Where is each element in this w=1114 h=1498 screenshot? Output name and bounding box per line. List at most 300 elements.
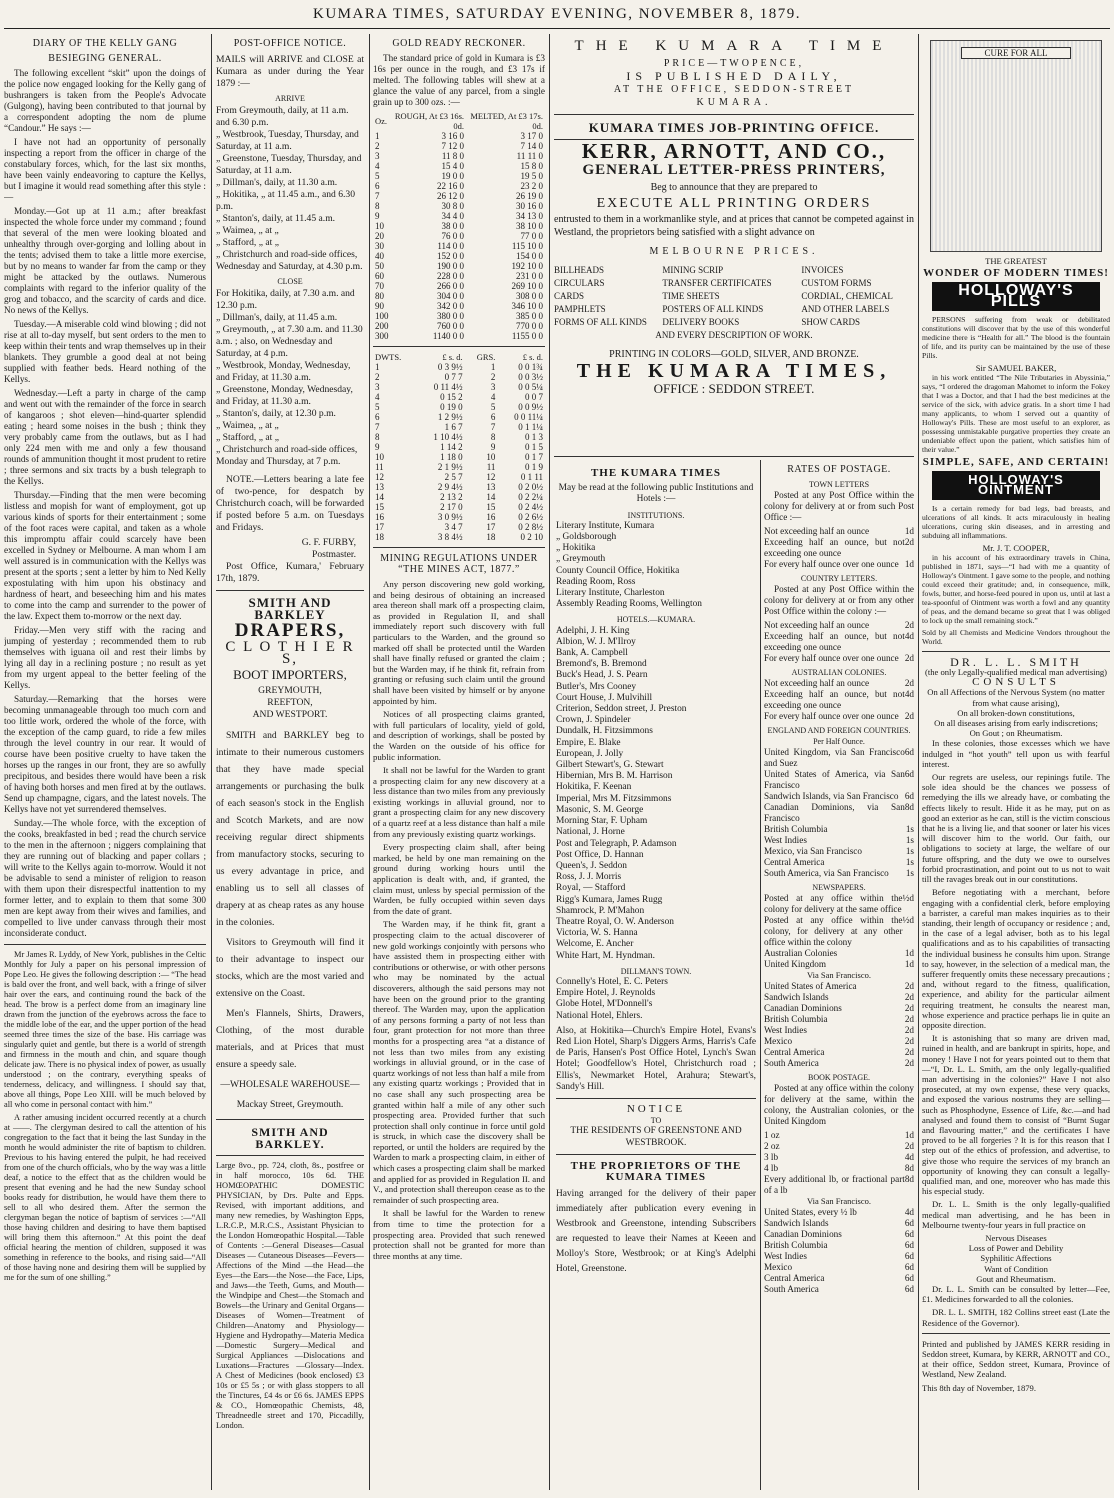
rate-row: [764, 981, 914, 992]
dwt-row: [373, 492, 545, 502]
issue-date: This 8th day of November, 1879.: [922, 1382, 1036, 1393]
institution: Literary Institute, Kumara: [556, 520, 655, 531]
hotel: Post Office, D. Hannan: [556, 849, 644, 860]
rate-label: Posted at any office within the colony, for delivery at any other office within the colony: [764, 915, 903, 947]
dwt-row: [373, 362, 545, 372]
rate-label: British Columbia: [764, 1014, 828, 1024]
gold-dwt-table: DWTS. £ s. d. GRS. £ s. d. 1 0 3 9½ 1 0 0 1¾ 2 0 7 7 2 0 0 3½ 3 0 11 4½ 3 0 0 5¼ 4 0 15 2 4 0 0 7 5 0 19 0 5 0 0 9½ 6 1 2 9½ 6 0 0 11¼ 7 1 6 7 7 0 1 1¼ 8 1 10 4½ 8 0 1 3 9 1 14 2 9 0 1 5 10 1 18 0 10 0 1 7 11 2 1 9½ 11 0 1 9 12 2 5 7 12 0 1 11 13 2 9 4½ 13 0 2 0½ 14 2 13 2 14 0 2 2¼ 15 2 17 0 15 0 2 4½ 16 3 0 9½ 16 0 2 6½ 17 3 4 7 17 0 2 8½ 18 3 8 4½ 18 0 2 10: [375, 352, 543, 542]
print-items-b: [662, 264, 795, 329]
rate-price: 1s: [905, 868, 914, 878]
dwt-cell: 2 5 7: [444, 472, 463, 482]
dwt-cell: 10: [375, 452, 384, 462]
paragraph: Visitors to Greymouth will find it to their advantage to inspect our stocks, which are the most varied and extensive on the Coast.: [216, 937, 364, 999]
institution: „ Hokitika: [556, 543, 596, 554]
dwt-cell: 3 0 9½: [437, 512, 463, 522]
column-rule: [918, 34, 919, 1490]
dwt-cell: 0 3 9½: [437, 362, 463, 372]
oz-cell: 190 0 0: [437, 261, 465, 271]
dwt-cell: 0 1 1¼: [518, 422, 543, 432]
oz-cell: 115 10 0: [511, 241, 543, 251]
paragraph: Saturday.—Remarking that the horses were becoming unmanageable through too much corn and too little work, ordered the whole of the force, with the exception of the camp guard, to ride a few miles through the level country in our rear. It would of course have been positive cruelty to have taken the horses up the ranges in our front, they are so awfully precipitous, and besides there would have been a risk of having both horses and men fired at by the outlaws. Send up champagne, cigars, and the latest novels. The Kellys have not yet surrendered themselves.: [4, 694, 206, 814]
hotel: Imperial, Mrs M. Fitzsimmons: [556, 793, 672, 804]
hotel: Masonic, S. M. George: [556, 804, 644, 815]
rate-row: [764, 1047, 914, 1058]
oz-cell: 114 0 0: [437, 241, 465, 251]
oz-cell: 304 0 0: [437, 291, 465, 301]
mail-close-item: „ Waimea, „ at „: [216, 420, 279, 431]
divider: [556, 1098, 756, 1099]
dwt-cell: 0 1 9: [525, 462, 543, 472]
column-reading-places: [556, 462, 756, 1492]
rate-label: For every half ounce over one ounce: [764, 559, 899, 569]
masthead: KUMARA TIMES, SATURDAY EVENING, NOVEMBER 8, 1879.: [313, 6, 801, 22]
notice-to: TO: [650, 1116, 662, 1126]
dwt-cell: 1 18 0: [440, 452, 463, 462]
dwt-row: [373, 422, 545, 432]
book-intro: Posted at any office within the colony for delivery at the same, within the colony, the Australian colonies, or the United Kingdom: [764, 1083, 914, 1126]
dwt-cell: 0 0 3½: [518, 372, 543, 382]
oz-cell: 5: [375, 171, 380, 181]
arrive-list: [216, 105, 364, 273]
hotel: White Hart, M. Hyndman.: [556, 950, 655, 961]
mail-arrive-item: „ Greenstone, Tuesday, Thursday, and Saturday, at 11 a.m.: [216, 153, 362, 176]
hotel: Rigg's Kumara, James Rugg: [556, 894, 663, 905]
rate-price: 2d: [904, 620, 914, 630]
smith-barkley-name: SMITH AND BARKLEY: [248, 595, 332, 622]
dwt-cell: 0 11 4½: [433, 382, 463, 392]
rate-row: [764, 824, 914, 835]
rate-row: [764, 1284, 914, 1295]
oz-cell: 19 0 0: [441, 171, 465, 181]
rate-row: [764, 1058, 914, 1069]
branch-place: AND WESTPORT.: [252, 709, 328, 720]
rate-price: 2d: [904, 1036, 914, 1046]
rate-label: Central America: [764, 1047, 825, 1057]
rate-label: Not exceeding half an ounce: [764, 620, 870, 630]
cooper-text: in his account of his extraordinary travels in China, published in 1871, says—“I had with me a quantity of Holloway's Ointment. I gave some to the people, and nothing could exceed their gratitude; and, in consequence, milk, fowls, butter, and horse-feed poured in upon us, until at last a tea-spoonful of Ointment was worth a fowl and any quantity of peas, and the demand became so great that I was obliged to lock up the small remaining stock.”: [922, 552, 1110, 625]
dillmans-heading: DILLMAN'S TOWN.: [620, 966, 692, 976]
paragraph: Sunday.—The whole force, with the exception of the cooks, breakfasted in bed ; read the church service to the men in the afternoon ; niggers complaining that they are running out of blacking and paper collars ; will write to the Kellys again to-morrow. Would it not be advisable to send a minister of religion to reason with them upon their disrespectful inattention to my former letter, and to explain to them that some 300 men are kept away from their wives and families, and compelled to live under canvass through their most inconsiderate conduct.: [4, 818, 206, 938]
dwt-cell: 12: [375, 472, 384, 482]
dwt-cell: 1: [375, 362, 380, 372]
rate-label: Mexico, via San Francisco: [764, 846, 862, 856]
kumara-line: KUMARA.: [696, 97, 772, 108]
rate-row: [764, 791, 914, 802]
print-item: MINING SCRIP: [662, 265, 724, 275]
mail-close-item: „ Stanton's, daily, at 12.30 p.m.: [216, 408, 336, 419]
rate-label: United States of America, via San Francisco: [764, 769, 905, 790]
rate-label: Exceeding half an ounce, but not exceeding one ounce: [764, 631, 905, 652]
rate-price: 2d: [904, 1058, 914, 1068]
hotel: Bank, A. Campbell: [556, 648, 628, 659]
oz-cell: 7 12 0: [441, 141, 465, 151]
dwt-cell: 14: [486, 492, 496, 502]
oz-cell: 1: [375, 131, 380, 141]
book-rates: [764, 1130, 914, 1174]
divider: [922, 651, 1110, 652]
oz-cell: 154 0 0: [516, 251, 543, 261]
divider: [216, 1155, 364, 1156]
rate-label: Sandwich Islands: [764, 1218, 829, 1228]
divider: [556, 1154, 756, 1155]
rate-label: United States of America: [764, 981, 857, 991]
oz-cell: 9: [375, 211, 380, 221]
rough-heading: ROUGH, At £3 16s. 0d.: [394, 111, 465, 131]
rate-price: 4d: [904, 1152, 914, 1162]
dwt-cell: 2 9 4½: [437, 482, 463, 492]
mail-arrive-item: „ Hokitika, „ at 11.45 a.m., and 6.30 p.m.: [216, 189, 355, 212]
paragraph: Thursday.—Finding that the men were becoming listless and mopish for want of employment, got up various kinds of sports for their entertainment ; some of the foot races were capital, and taken as a whole this impromptu affair could scarcely have been excelled in Sydney or Melbourne. A man whom I am well assured is in communication with the Kellys was present at the sports ; sent a letter by him to Ned Kelly expostulating with him upon his obstinacy and hardness of heart, and beseeching him and his mates to come into the camp and surrender to the power of the law. Expect them to-morrow or the next day.: [4, 490, 206, 621]
wholesale-street: Mackay Street, Greymouth.: [236, 1099, 344, 1110]
pills-text: PERSONS suffering from weak or debilitated constitutions will discover that by the use of this wonderful medicine there is “Health for all.” The blood is the fountain of life, and its purity can be maintained by the use of these Pills.: [922, 314, 1110, 360]
paragraph: Friday.—Men very stiff with the racing and jumping of yesterday ; recommended them to rub themselves with iguana oil and rest their limbs by lying all day in a reclining posture ; no result as yet from my urgent appeal to the better feeling of the Kellys.: [4, 625, 206, 690]
rate-label: United Kingdom, via San Francisco and Suez: [764, 747, 905, 768]
mining-title: MINING REGULATIONS UNDER “THE MINES ACT, 1877.”: [380, 553, 538, 575]
paragraph: It is astonishing that so many are driven mad, ruined in health, and are bankrupt in spirits, hope, and money ! Have I not for years pointed out to them that—“I, Dr. L. L. Smith, am the only legally-qualified man advertising in the colonies?” Have I not also prosecuted, at my own expense, these very quacks, and exposed the various nostrums they are selling—such as Phosphodyne, Essence of Life, &c.—and had analysed and found them to consist of “Burnt Sugar and flavouring matter,” and the certificates I have proved to be all forgeries ? It is for this reason that I step out of the ethics of profession, and advertise, to give those who require the services of my branch an opportunity of knowing they can consult a legally-qualified man, and one, moreover who has made this his especial study.: [922, 1033, 1110, 1197]
paragraph: Every prospecting claim shall, after being marked, be held by one man remaining on the ground during working hours until the application is dealt with, and, if granted, the claim must, unless by special permission of the Warden, be fully occupied within seven days from the date of grant.: [373, 842, 545, 916]
rate-price: 4d: [904, 689, 914, 699]
rate-label: For every half ounce over one ounce: [764, 653, 899, 663]
oz-cell: 192 10 0: [511, 261, 543, 271]
paragraph: It shall not be lawful for the Warden to grant a prospecting claim for any new discovery at a less distance than two miles from any previously existing workings in alluvial ground, nor to grant a prospecting claim for any new discovery of a quartz reef at a less distance than half a mile from any previously existing quartz workings.: [373, 765, 545, 839]
dwt-cell: 0 2 10: [520, 532, 543, 542]
oz-cell: 228 0 0: [437, 271, 465, 281]
rate-row: [764, 1251, 914, 1262]
holloway-pills-banner: HOLLOWAY'S PILLS: [932, 282, 1100, 310]
dwt-cell: 0 1 3: [525, 432, 543, 442]
dillmans-list: [556, 977, 756, 1022]
rate-price: 8d: [904, 1163, 914, 1173]
print-item: DELIVERY BOOKS: [662, 317, 740, 327]
dwt-cell: 5: [375, 402, 380, 412]
dwt-row: [373, 452, 545, 462]
hotel: Bremond's, B. Bremond: [556, 659, 647, 670]
print-items-c: [801, 264, 914, 329]
post-office-date: Post Office, Kumara,' February 17th, 1879.: [216, 561, 364, 584]
rate-label: Posted at any office within the colony for delivery at the same office: [764, 893, 903, 914]
oz-cell: 266 0 0: [437, 281, 465, 291]
print-item: CORDIAL, CHEMICAL: [801, 291, 893, 301]
rate-price: 1d: [904, 526, 914, 536]
institution: „ Goldsborough: [556, 532, 617, 543]
via-sf2-heading: Via San Francisco.: [807, 1196, 871, 1206]
every-description: AND EVERY DESCRIPTION OF WORK.: [655, 330, 813, 340]
dwt-cell: 18: [486, 532, 496, 542]
oz-cell: 300: [375, 331, 389, 341]
rate-price: 1s: [905, 835, 914, 845]
rate-price: 1s: [905, 857, 914, 867]
kumara-times-name: THE KUMARA TIMES,: [576, 360, 892, 382]
entrusted-text: entrusted to them in a workmanlike style, and at prices that cannot be competed against in Westland, the proprietors being satisfied with a slight advance on: [554, 214, 914, 238]
dwt-row: [373, 412, 545, 422]
rate-row: [764, 769, 914, 791]
dwt-cell: 7: [375, 422, 380, 432]
office-line: AT THE OFFICE, SEDDON-STREET: [613, 84, 855, 95]
dwt-row: [373, 442, 545, 452]
dwt-cell: 0 2 0½: [518, 482, 543, 492]
smith-barkley-clothiers: C L O T H I E R S,: [225, 639, 355, 667]
oz-row: [373, 131, 545, 141]
dwt-row: [373, 372, 545, 382]
oz-cell: 26 12 0: [437, 191, 465, 201]
oz-cell: 1155 0 0: [511, 331, 543, 341]
oz-row: [373, 181, 545, 191]
rate-row: [764, 893, 914, 915]
rate-row: [764, 1273, 914, 1284]
rate-price: 8d: [904, 802, 914, 812]
post-office-note: NOTE.—Letters bearing a late fee of two-pence, for despatch by Christchurch coach, will be forwarded if posted before 5 a.m. on Tuesdays and Fridays.: [216, 474, 364, 533]
dwt-cell: 16: [375, 512, 384, 522]
institution: Assembly Reading Rooms, Wellington: [556, 599, 702, 610]
dr-specialty: Want of Condition: [984, 1263, 1048, 1274]
melbourne-prices: MELBOURNE PRICES.: [649, 246, 819, 257]
dwt-cell: 0 2 8½: [518, 522, 543, 532]
dwt-cell: 6: [490, 412, 496, 422]
england-rates: [764, 747, 914, 879]
oz-cell: 60: [375, 271, 384, 281]
country-heading: COUNTRY LETTERS.: [800, 574, 878, 583]
mining-body: [373, 579, 545, 1261]
dwt-cell: 17: [486, 522, 496, 532]
england-heading: ENGLAND AND FOREIGN COUNTRIES. Per Half Ounce.: [767, 726, 911, 746]
rate-row: [764, 846, 914, 857]
oz-row: [373, 151, 545, 161]
branch-place: REEFTON,: [267, 697, 313, 708]
institutions-heading: INSTITUTIONS.: [627, 510, 685, 520]
postmaster-title: Postmaster.: [312, 549, 356, 560]
baker-text: in his work entitled “The Nile Tributaries in Abyssinia,” says, “I ordered the dragoman Mahomet to inform the Fokey that I was a Doctor, and that I had the best medicines at the service of the sick, with advice gratis. In a short time I had many applicants, to whom I served out a quantity of Holloway's Pills. These are most useful to an explorer, as possessing unmistakable purgative properties they create an undeniable effect upon the patient, which satisfies him of their value.”: [922, 373, 1110, 455]
print-items-a: [554, 264, 656, 329]
oz-row: [373, 321, 545, 331]
divider: [554, 456, 914, 457]
oz-cell: 3 17 0: [520, 131, 543, 141]
rate-price: 6d: [904, 791, 914, 801]
dwt-cell: 15: [486, 502, 496, 512]
mail-close-item: „ Stafford, „ at „: [216, 432, 279, 443]
dwt-cell: 1: [490, 362, 496, 372]
dr-fee: Dr. L. L. Smith can be consulted by letter—Fee, £1. Medicines forwarded to all the colonies.: [922, 1284, 1110, 1305]
rate-label: Sandwich Islands: [764, 992, 829, 1002]
rate-label: Canadian Dominions, via San Francisco: [764, 802, 905, 823]
dwt-cell: 7: [490, 422, 496, 432]
print-item: AND OTHER LABELS: [801, 304, 890, 314]
column-rule: [760, 460, 761, 1490]
dwt-cell: 16: [486, 512, 496, 522]
rate-price: 6d: [904, 1262, 914, 1272]
dr-specialty: Syphilitic Affections: [980, 1253, 1052, 1264]
oz-cell: 3: [375, 151, 380, 161]
dwt-cell: 1 6 7: [444, 422, 463, 432]
rate-row: [764, 1262, 914, 1273]
dwt-row: [373, 462, 545, 472]
oz-cell: 200: [375, 321, 389, 331]
printed-by: Printed and published by JAMES KERR residing in Seddon street, Kumara, by KERR, ARNOTT and CO., at their office, Seddon street, Kumara, Province of Westland, New Zealand.: [922, 1338, 1110, 1380]
oz-row: [373, 231, 545, 241]
oz-row: [373, 141, 545, 151]
dwt-row: [373, 532, 545, 542]
print-item: POSTERS OF ALL KINDS: [662, 304, 764, 314]
rate-row: [764, 689, 914, 711]
rate-label: Australian Colonies: [764, 948, 838, 958]
dwt-cell: 0 0 11¼: [514, 412, 543, 422]
institution: Reading Room, Ross: [556, 576, 636, 587]
dwt-row: [373, 402, 545, 412]
oz-cell: 15 4 0: [441, 161, 465, 171]
oz-cell: 40: [375, 251, 384, 261]
rate-row: [764, 1025, 914, 1036]
dwt-cell: 2: [490, 372, 496, 382]
rate-price: 2d: [904, 711, 914, 721]
rate-row: [764, 1152, 914, 1163]
book-extra-label: Every additional lb, or fractional part of a lb: [764, 1174, 905, 1195]
dr-address: DR. L. L. SMITH, 182 Collins street east (Late the Residence of the Governor).: [922, 1307, 1110, 1328]
oz-cell: 30 8 0: [441, 201, 465, 211]
rate-price: 6d: [904, 1273, 914, 1283]
oz-cell: 34 13 0: [516, 211, 543, 221]
rate-row: [764, 959, 914, 970]
dwt-cell: 0 0 9½: [518, 402, 543, 412]
divider: [373, 547, 545, 548]
post-office-intro: MAILS will ARRIVE and CLOSE at Kumara as under during the Year 1879 :—: [216, 54, 364, 89]
print-item: TIME SHEETS: [662, 291, 720, 301]
mail-arrive-item: „ Christchurch and road-side offices, Wednesday and Saturday, at 4.30 p.m.: [216, 249, 363, 272]
mail-close-item: „ Greymouth, „ at 7.30 a.m. and 11.30 a.m. ; also, on Wednesday and Saturday, at 4 p.m.: [216, 324, 363, 359]
paragraph: I have not had an opportunity of personally inspecting a report from the officer in charge of the constabulary forces, which, for the last six months, have been vainly endeavoring to capture the Kellys, but I imagine it would read something after this style :—: [4, 137, 206, 202]
postmaster-name: G. F. FURBY,: [301, 537, 356, 548]
dwt-cell: 3: [375, 382, 380, 392]
dwt-cell: 8: [490, 432, 496, 442]
mail-arrive-item: „ Stafford, „ at „: [216, 237, 279, 248]
holloway-engraving: [930, 40, 1102, 252]
oz-cell: 23 2 0: [520, 181, 543, 191]
rate-row: [764, 620, 914, 631]
proprietors-heading: THE PROPRIETORS OF THE KUMARA TIMES: [570, 1159, 742, 1183]
rate-label: Exceeding half an ounce, but not exceeding one ounce: [764, 689, 905, 710]
column-rule: [549, 34, 550, 1490]
hotel: Buck's Head, J. S. Pearn: [556, 670, 648, 681]
print-item: INVOICES: [801, 265, 844, 275]
oz-row: [373, 241, 545, 251]
dwt-cell: 10: [486, 452, 496, 462]
hotel: Ross, J. J. Morris: [556, 872, 622, 883]
oz-row: [373, 271, 545, 281]
rate-row: [764, 747, 914, 769]
print-item: FORMS OF ALL KINDS: [554, 317, 647, 327]
rate-label: United Kingdom: [764, 959, 827, 969]
rate-price: 2d: [904, 981, 914, 991]
rate-label: South America, via San Francisco: [764, 868, 889, 878]
hotel: Welcome, E. Ancher: [556, 939, 634, 950]
rate-row: [764, 868, 914, 879]
column-rule: [369, 34, 370, 1490]
postage-title: RATES OF POSTAGE.: [787, 464, 891, 475]
hotel: Dundalk, H. Fitzsimmons: [556, 726, 653, 737]
rate-row: [764, 1003, 914, 1014]
rate-row: [764, 835, 914, 846]
rate-row: [764, 1163, 914, 1174]
print-item: CIRCULARS: [554, 278, 605, 288]
paragraph: Tuesday.—A miserable cold wind blowing ; did not rise at all to-day myself, but sent orders to the men to keep within their tents and wrap themselves up in their blankets. They grumble a good deal at not being supplied with feather beds. Heard nothing of the Kellys.: [4, 319, 206, 384]
dwt-cell: 3 8 4½: [437, 532, 463, 542]
paragraph: Before negotiating with a merchant, before engaging with a confidential clerk, before employing a barrister, a careful man makes inquiries as to their standing, their length of occupancy or residence ; and, in the case of a legal adviser, both as to his legal qualifications and as to his capabilities of transacting the individual business he consults him upon. Strange to say, however, in the selection of a medical man, the sufferer frequently omits these necessary precautions ; and, without regard to the fitness, qualification, experience, and ability for the particular ailment requiring treatment, he consults the nearest man, whose experience and practice perhaps lie in quite an opposite direction.: [922, 887, 1110, 1030]
oz-row: [373, 191, 545, 201]
rate-label: Not exceeding half an ounce: [764, 526, 870, 536]
hotel: Shamrock, P. M'Mahon: [556, 905, 645, 916]
rate-label: Mexico: [764, 1036, 793, 1046]
rate-label: 1 oz: [764, 1130, 780, 1140]
hotel: Connelly's Hotel, E. C. Peters: [556, 976, 668, 987]
hotel: Butler's, Mrs Cooney: [556, 681, 637, 692]
oz-cell: 1140 0 0: [432, 331, 465, 341]
rate-label: Canadian Dominions: [764, 1229, 842, 1239]
rate-row: [764, 711, 914, 722]
hotels-heading: HOTELS.—KUMARA.: [616, 615, 696, 625]
dwt-cell: 9: [490, 442, 496, 452]
via-sf2-rates: [764, 1207, 914, 1295]
notice-heading: NOTICE: [626, 1102, 686, 1115]
smith-barkley-boot: BOOT IMPORTERS,: [233, 667, 347, 682]
melted-heading: MELTED, At £3 17s. 0d.: [470, 111, 543, 131]
rate-price: 2d: [904, 1025, 914, 1035]
samuel-baker: Sir SAMUEL BAKER,: [975, 362, 1057, 373]
hotel: Victoria, W. S. Hanna: [556, 928, 638, 939]
oz-cell: 76 0 0: [441, 231, 465, 241]
divider: [216, 590, 364, 591]
oz-cell: 100: [375, 311, 389, 321]
dwt-cell: 0 2 6½: [518, 512, 543, 522]
column-postage-rates: [764, 462, 914, 1492]
cure-for-all-banner: CURE FOR ALL: [961, 47, 1071, 59]
country-intro: Posted at any Post Office within the colony for delivery at or from any other Post Office within the colony :—: [764, 584, 914, 616]
rate-label: Mexico: [764, 1262, 793, 1272]
oz-cell: 50: [375, 261, 384, 271]
homeopathic-ad: Large 8vo., pp. 724, cloth, 8s., postfree or in half morocco, 10s 6d. THE HOMŒOPATHIC DOMESTIC PHYSICIAN, by Drs. Pulte and Epps. Revised, with important additions, and many new remedies, by Washington Epps, L.R.C.P., M.R.C.S., Assistant Physician to the London Homœopathic Hospital.—Table of Contents :—General Diseases—Casual Diseases — Cutaneous Diseases—Fevers—Affections of the Mind —the Head—the Eyes—the Ears—the Nose—the Face, Lips, and Jaws—the Teeth, Gums, and Mouth—the Windpipe and Chest—the Stomach and Bowels—the Urinary and Genital Organs—Diseases of Women—Treatment of Children—Anatomy and Physiology—Hygiene and Hydropathy—Materia Medica—Domestic Surgery—Medical and Surgical Appliances —Dislocations and Luxations—Fractures —Glossary—Index. A Chest of Medicines (book enclosed) £3 10s or £5 5s ; or with glass stoppers to all the Tinctures, £4 4s or £6 6s. JAMES EPPS & CO., Homœopathic Chemists, 48, Threadneedle street and 170, Piccadilly, London.: [216, 1161, 364, 1430]
book-extra-row: [764, 1174, 914, 1196]
rate-row: [764, 1207, 914, 1218]
smith-barkley-sign: SMITH AND BARKLEY.: [251, 1125, 329, 1151]
oz-cell: 4: [375, 161, 380, 171]
general-printers: GENERAL LETTER-PRESS PRINTERS,: [582, 162, 886, 178]
rate-price: 2d: [904, 653, 914, 663]
oz-cell: 11 8 0: [441, 151, 465, 161]
oz-cell: 38 10 0: [516, 221, 543, 231]
australian-heading: AUSTRALIAN COLONIES.: [791, 668, 887, 677]
rate-row: [764, 631, 914, 653]
paragraph: Men's Flannels, Shirts, Drawers, Clothing, of the most durable materials, and at Prices that must ensure a speedy sale.: [216, 1008, 364, 1070]
oz-row: [373, 251, 545, 261]
rate-price: 2d: [904, 1141, 914, 1151]
rate-row: [764, 678, 914, 689]
paragraph: SMITH and BARKLEY beg to intimate to their numerous customers that they have made special arrangements or purchasing the bulk of each season's stock in the English and Scotch Markets, and are now receiving regular direct shipments from manufactory stocks, securing to us every advantage in price, and enabling us to sell all classes of drapery at as cheap rates as any house in the colonies.: [216, 730, 364, 928]
rate-label: Canadian Dominions: [764, 1003, 842, 1013]
dwt-cell: 15: [375, 502, 384, 512]
dwt-cell: 2: [375, 372, 380, 382]
oz-cell: 7 14 0: [520, 141, 543, 151]
town-intro: Posted at any Post Office within the colony for delivery at or from such Post Office :—: [764, 490, 914, 522]
oz-cell: 3 16 0: [441, 131, 465, 141]
rate-price: 6d: [904, 1218, 914, 1228]
dr-smith-lines: [922, 687, 1110, 738]
mail-close-item: „ Christchurch and road-side offices, Monday and Thursday, at 7 p.m.: [216, 444, 358, 467]
rate-price: 1d: [904, 959, 914, 969]
oz-cell: 38 0 0: [441, 221, 465, 231]
hotels-list: [556, 626, 756, 962]
newspapers-heading: NEWSPAPERS.: [812, 883, 866, 892]
rate-row: [764, 915, 914, 948]
rate-label: Not exceeding half an ounce: [764, 678, 870, 688]
rate-price: 6d: [904, 1284, 914, 1294]
oz-cell: 77 0 0: [520, 231, 543, 241]
